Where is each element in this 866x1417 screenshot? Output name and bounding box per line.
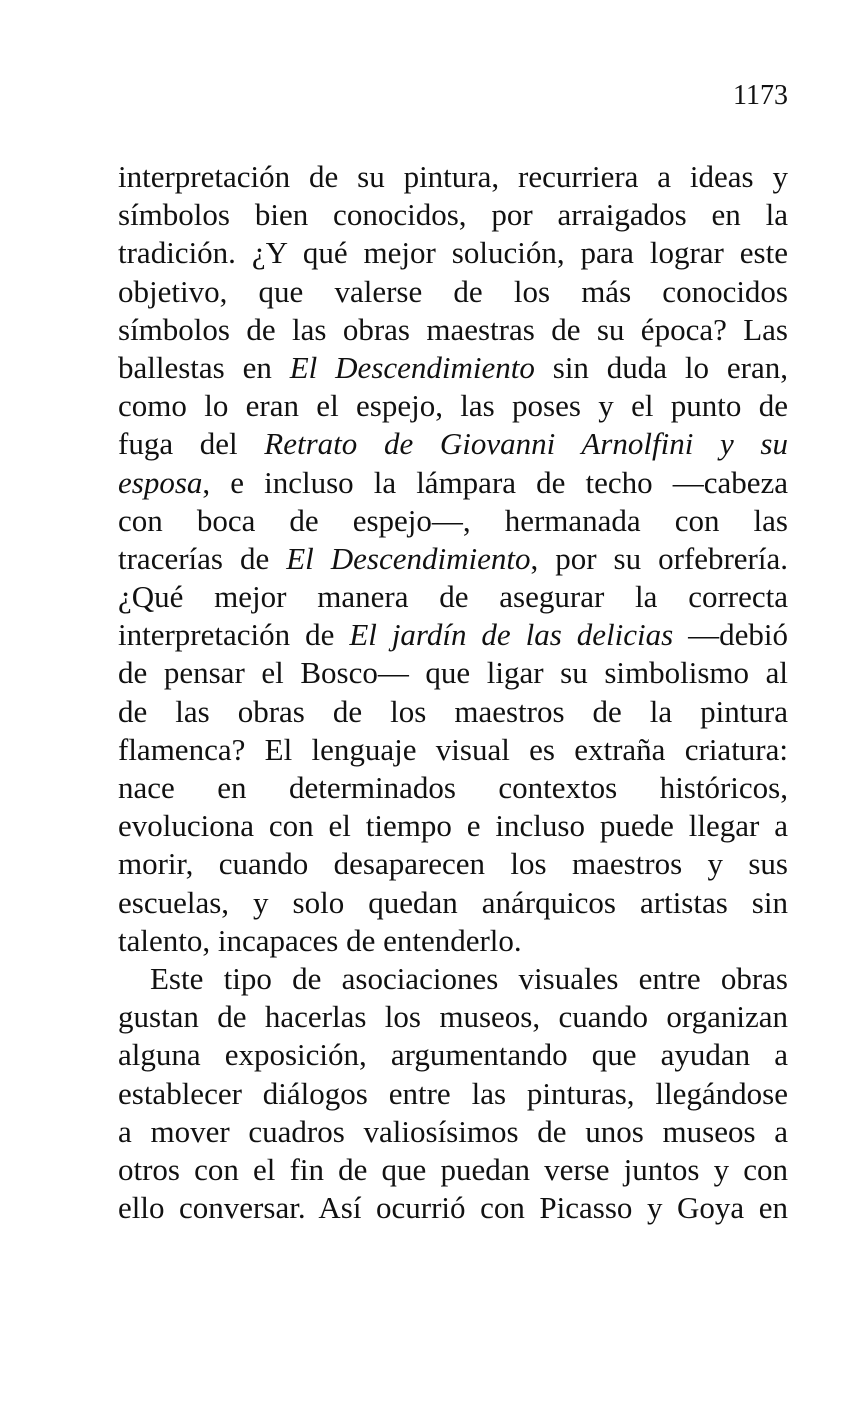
text-line: escuelas, y solo quedan anárquicos artistas sin — [118, 884, 788, 920]
text-segment: tracerías de — [118, 540, 287, 576]
text-segment: ballestas en — [118, 349, 290, 385]
paragraph-2 — [118, 960, 788, 1227]
text-line: talento, incapaces de entenderlo. — [118, 922, 522, 958]
text-segment: —debió — [673, 617, 788, 653]
text-line — [118, 616, 788, 654]
text-segment: , e incluso la lámpara de techo —cabeza — [202, 464, 788, 500]
italic-title: Retrato de Giovanni Arnolfini y su — [264, 426, 788, 462]
italic-title: El jardín de las delicias — [349, 617, 674, 653]
text-line — [118, 464, 788, 502]
text-segment: fuga del — [118, 426, 265, 462]
text-line: otros con el fin de que puedan verse juntos y con — [118, 1151, 788, 1187]
italic-title: El Descendimiento — [289, 349, 535, 385]
text-line: símbolos de las obras maestras de su época? Las — [118, 311, 788, 347]
text-line: símbolos bien conocidos, por arraigados en la — [118, 197, 788, 233]
text-line: alguna exposición, argumentando que ayudan a — [118, 1037, 788, 1073]
text-line: objetivo, que valerse de los más conocidos — [118, 273, 788, 309]
text-line: morir, cuando desaparecen los maestros y sus — [118, 846, 788, 882]
body-text — [118, 158, 788, 1227]
text-line: ¿Qué mejor manera de asegurar la correcta — [118, 579, 788, 615]
text-line: evoluciona con el tiempo e incluso puede llegar a — [118, 808, 788, 844]
text-line: con boca de espejo—, hermanada con las — [118, 502, 788, 538]
page-number: 1173 — [733, 80, 788, 111]
text-line: Este tipo de asociaciones visuales entre obras — [150, 960, 788, 996]
text-segment: , por su orfebrería. — [530, 540, 789, 576]
paragraph-1 — [118, 158, 788, 960]
text-line: de pensar el Bosco— que ligar su simbolismo al — [118, 655, 788, 691]
text-line — [118, 540, 788, 578]
text-line — [118, 425, 788, 463]
text-segment: sin duda lo eran, — [534, 349, 789, 385]
text-line: nace en determinados contextos históricos, — [118, 770, 788, 805]
text-segment: interpretación de — [118, 617, 350, 653]
text-line — [118, 349, 788, 387]
text-line: como lo eran el espejo, las poses y el punto de — [118, 388, 788, 424]
text-line: gustan de hacerlas los museos, cuando organizan — [118, 999, 788, 1035]
italic-title: esposa — [118, 464, 203, 500]
text-line: flamenca? El lenguaje visual es extraña criatura: — [118, 731, 788, 767]
text-line: de las obras de los maestros de la pintura — [118, 693, 788, 729]
text-line: interpretación de su pintura, recurriera a ideas y — [118, 159, 788, 194]
text-line: establecer diálogos entre las pinturas, llegándose — [118, 1075, 788, 1111]
text-line: a mover cuadros valiosísimos de unos museos a — [118, 1113, 788, 1149]
text-line: ello conversar. Así ocurrió con Picasso y Goya en — [118, 1190, 788, 1226]
text-line: tradición. ¿Y qué mejor solución, para lograr este — [118, 235, 788, 271]
italic-title: El Descendimiento — [286, 540, 531, 576]
